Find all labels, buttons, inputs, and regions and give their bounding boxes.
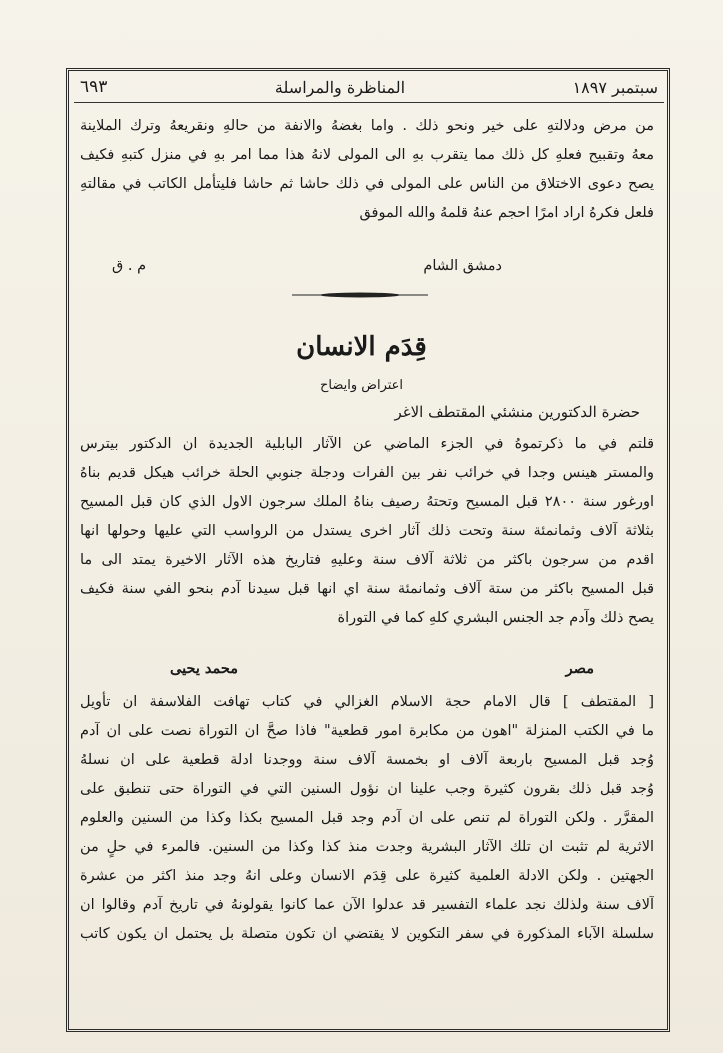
signature-block (80, 258, 654, 274)
running-header (74, 72, 664, 103)
text-line: من مرض ودلالتهِ على خير ونحو ذلك . واما بغضهُ والانفة من حالهِ ونقريعهُ وترك الملاينة (80, 118, 654, 134)
text-line: وُجد قبل المسيح باربعة آلاف او بخمسة آلاف سنة ووجدنا ادلة قطعية على ان نسلهُ (80, 752, 654, 768)
text-line: اورغور سنة ٢٨٠٠ قبل المسيح وتحتهُ رصيف بناهُ الملك سرجون الاول الذي كان قبل المسيح (80, 494, 654, 510)
author-signature (80, 660, 654, 677)
text-line: ما في الكتب المنزلة "اهون من مكابرة امور قطعية" فاذا صحَّ ان التوراة نصت على ان آدم (80, 723, 654, 739)
text-line: اقدم من سرجون باكثر من ثلاثة آلاف سنة وعليهِ فتاريخ هذه الآثار الاخيرة يمتد الى ما (80, 552, 654, 568)
section-divider-ornament (290, 288, 430, 302)
text-line: بثلاثة آلاف وثمانمئة سنة وتحت ذلك آثار اخرى يستدل من الرواسب التي عليها وحولها انها (80, 523, 654, 539)
header-date: سبتمبر ١٨٩٧ (572, 77, 658, 97)
text-line: الجهتين . ولكن الادلة العلمية كثيرة على قِدَم الانسان وعلى انهُ وجد منذ اكثر من عشرة (80, 868, 654, 884)
text-line: وُجد قبل ذلك بقرون كثيرة وجب علينا ان نؤول السنين التي في التوراة حتى تنطبق على (80, 781, 654, 797)
text-line: يصح دعوى الاختلاق من الناس على المولى في ذلك حاشا ثم حاشا فليتأمل الكاتب في مقالتهِ (80, 176, 654, 192)
text-line: المقرَّر . ولكن التوراة لم تنص على ان آدم وجد قبل المسيح بكذا وكذا من السنين والعلوم (80, 810, 654, 826)
signature-initials: م . ق (112, 258, 147, 274)
text-line: والمستر هينس وجدا في خرائب نفر بين الفرات ودجلة جنوبي الحلة خرائب هيكل قديم بناهُ (80, 465, 654, 481)
text-line: الاثرية لم تثبت ان تلك الآثار البشرية وجدت منذ كذا وكذا من السنين. فالمرء في حلٍ من (80, 839, 654, 855)
text-line: قلتم في ما ذكرتموهُ في الجزء الماضي عن الآثار البابلية الجديدة ان الدكتور بيترس (80, 436, 654, 452)
article-body (80, 430, 654, 633)
article-subtitle: اعتراض وايضاح (319, 378, 404, 393)
text-line: يصح ذلك وآدم جد الجنس البشري كلهِ كما في التوراة (337, 610, 654, 626)
article-salutation: حضرة الدكتورين منشئي المقتطف الاغر (394, 403, 640, 421)
text-line: فلعل فكرهُ اراد امرًا احجم عنهُ قلمهُ والله الموفق (359, 205, 654, 221)
text-line: [ المقتطف ] قال الامام حجة الاسلام الغزالي في كتاب تهافت الفلاسفة ان تأويل (80, 694, 654, 710)
article-title: قِدَم الانسان (296, 332, 427, 362)
top-paragraph (80, 112, 654, 228)
text-line: آلاف سنة ولذلك نجد علماء التفسير قد عدلوا الآن عما كانوا يقولونهُ في تاريخ آدم وقالوا ان (80, 897, 654, 913)
text-line: معهُ وتقبيح فعلهِ كل ذلك مما يتقرب بهِ الى المولى لانهُ هذا مما امر بهِ في منزل كتبهِ فكيف (80, 147, 654, 163)
header-section-title: المناظرة والمراسلة (274, 77, 406, 97)
text-line: قبل المسيح باكثر من ستة آلاف وثمانمئة سنة اي انها قبل سيدنا آدم بنحو الفي سنة فكيف (80, 581, 654, 597)
author-place: مصر (565, 660, 594, 677)
author-name: محمد يحيى (170, 660, 239, 677)
signature-place: دمشق الشام (423, 258, 502, 274)
editorial-reply (80, 688, 654, 949)
text-line: سلسلة الآباء المذكورة في سفر التكوين لا يقتضي ان تكون متصلة بل يحتمل ان يكون كاتب (80, 926, 654, 942)
page-number: ٦٩٣ (80, 77, 108, 97)
